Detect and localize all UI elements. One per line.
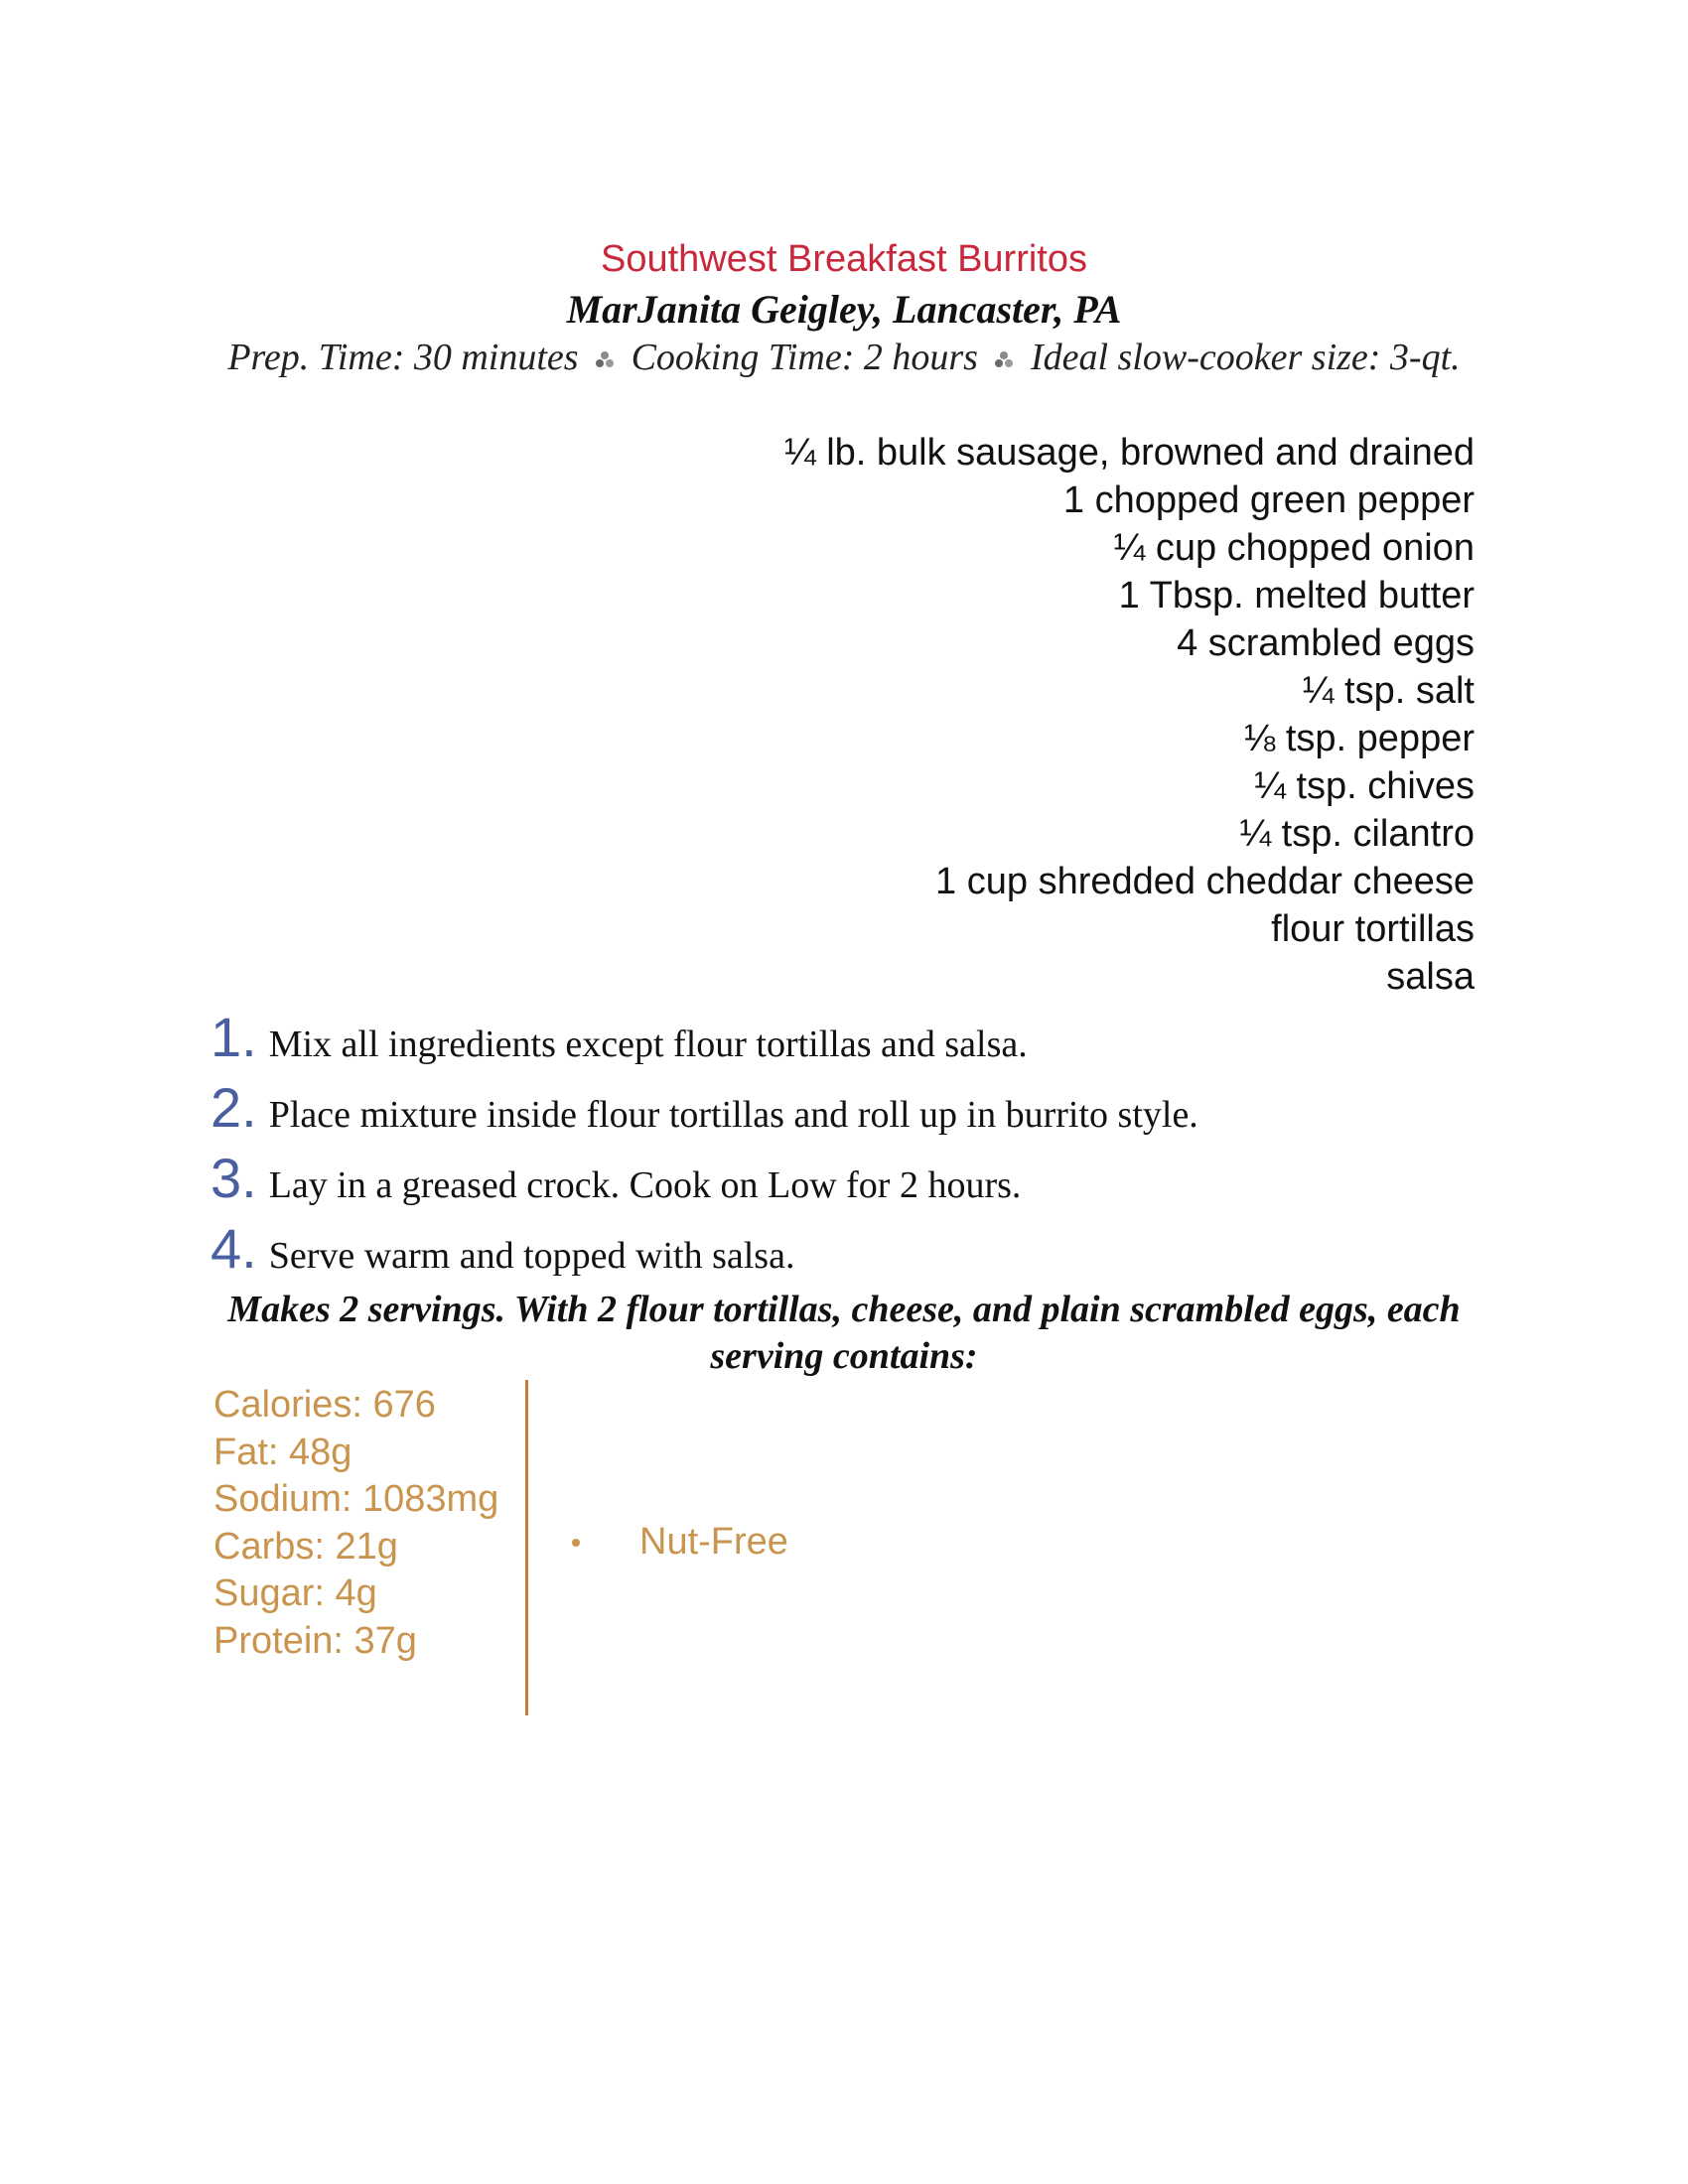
nutrition-item: Fat: 48g xyxy=(213,1431,352,1473)
ingredient-item: ¼ tsp. cilantro xyxy=(1239,813,1475,855)
nutrition-item: Protein: 37g xyxy=(213,1619,417,1662)
ingredient-item: ¼ tsp. chives xyxy=(1254,765,1475,807)
step-text: Mix all ingredients except flour tortillas and salsa. xyxy=(268,1024,1028,1065)
dietary-tags xyxy=(572,1521,788,1564)
step-number: 3. xyxy=(211,1147,257,1209)
instruction-list xyxy=(211,1005,1481,1287)
nutrition-item: Sugar: 4g xyxy=(213,1572,377,1614)
step-text: Place mixture inside flour tortillas and roll up in burrito style. xyxy=(268,1094,1198,1136)
ingredient-item: ¼ lb. bulk sausage, browned and drained xyxy=(783,432,1475,474)
bullet-icon xyxy=(572,1539,580,1547)
ingredient-item: salsa xyxy=(1386,956,1475,998)
ingredient-item: 4 scrambled eggs xyxy=(1177,622,1475,664)
step-number: 1. xyxy=(211,1006,257,1068)
nutrition-item: Sodium: 1083mg xyxy=(213,1478,499,1520)
ingredient-item: ¼ cup chopped onion xyxy=(1113,527,1475,569)
nutrition-item: Carbs: 21g xyxy=(213,1525,398,1568)
ingredient-item: 1 Tbsp. melted butter xyxy=(1118,575,1475,616)
recipe-author: MarJanita Geigley, Lancaster, PA xyxy=(566,287,1122,332)
ingredient-item: ⅛ tsp. pepper xyxy=(1243,718,1475,759)
prep-time: Prep. Time: 30 minutes xyxy=(227,337,579,378)
instruction-step xyxy=(211,1146,1481,1216)
column-divider xyxy=(525,1380,528,1715)
ingredient-item: ¼ tsp. salt xyxy=(1302,670,1475,712)
clover-icon xyxy=(594,349,616,371)
recipe-title: Southwest Breakfast Burritos xyxy=(601,238,1087,280)
recipe-times xyxy=(213,335,1475,380)
tag-label: Nut-Free xyxy=(639,1521,788,1563)
dietary-tag xyxy=(572,1521,788,1564)
step-number: 2. xyxy=(211,1076,257,1139)
instruction-step xyxy=(211,1005,1481,1075)
step-number: 4. xyxy=(211,1217,257,1280)
servings-note: Makes 2 servings. With 2 flour tortillas, cheese, and plain scrambled eggs, each serving contains: xyxy=(227,1289,1461,1377)
ingredient-item: 1 cup shredded cheddar cheese xyxy=(935,861,1475,902)
slow-cooker-size: Ideal slow-cooker size: 3-qt. xyxy=(1030,337,1461,378)
clover-icon xyxy=(993,349,1015,371)
nutrition-facts xyxy=(213,1382,511,1665)
ingredient-list xyxy=(784,429,1475,1001)
ingredient-item: 1 chopped green pepper xyxy=(1062,479,1475,521)
step-text: Serve warm and topped with salsa. xyxy=(268,1235,795,1277)
cook-time: Cooking Time: 2 hours xyxy=(631,337,978,378)
ingredient-item: flour tortillas xyxy=(1271,908,1475,950)
nutrition-item: Calories: 676 xyxy=(213,1384,436,1426)
instruction-step xyxy=(211,1075,1481,1146)
instruction-step xyxy=(211,1216,1481,1287)
step-text: Lay in a greased crock. Cook on Low for 2 hours. xyxy=(268,1164,1022,1206)
